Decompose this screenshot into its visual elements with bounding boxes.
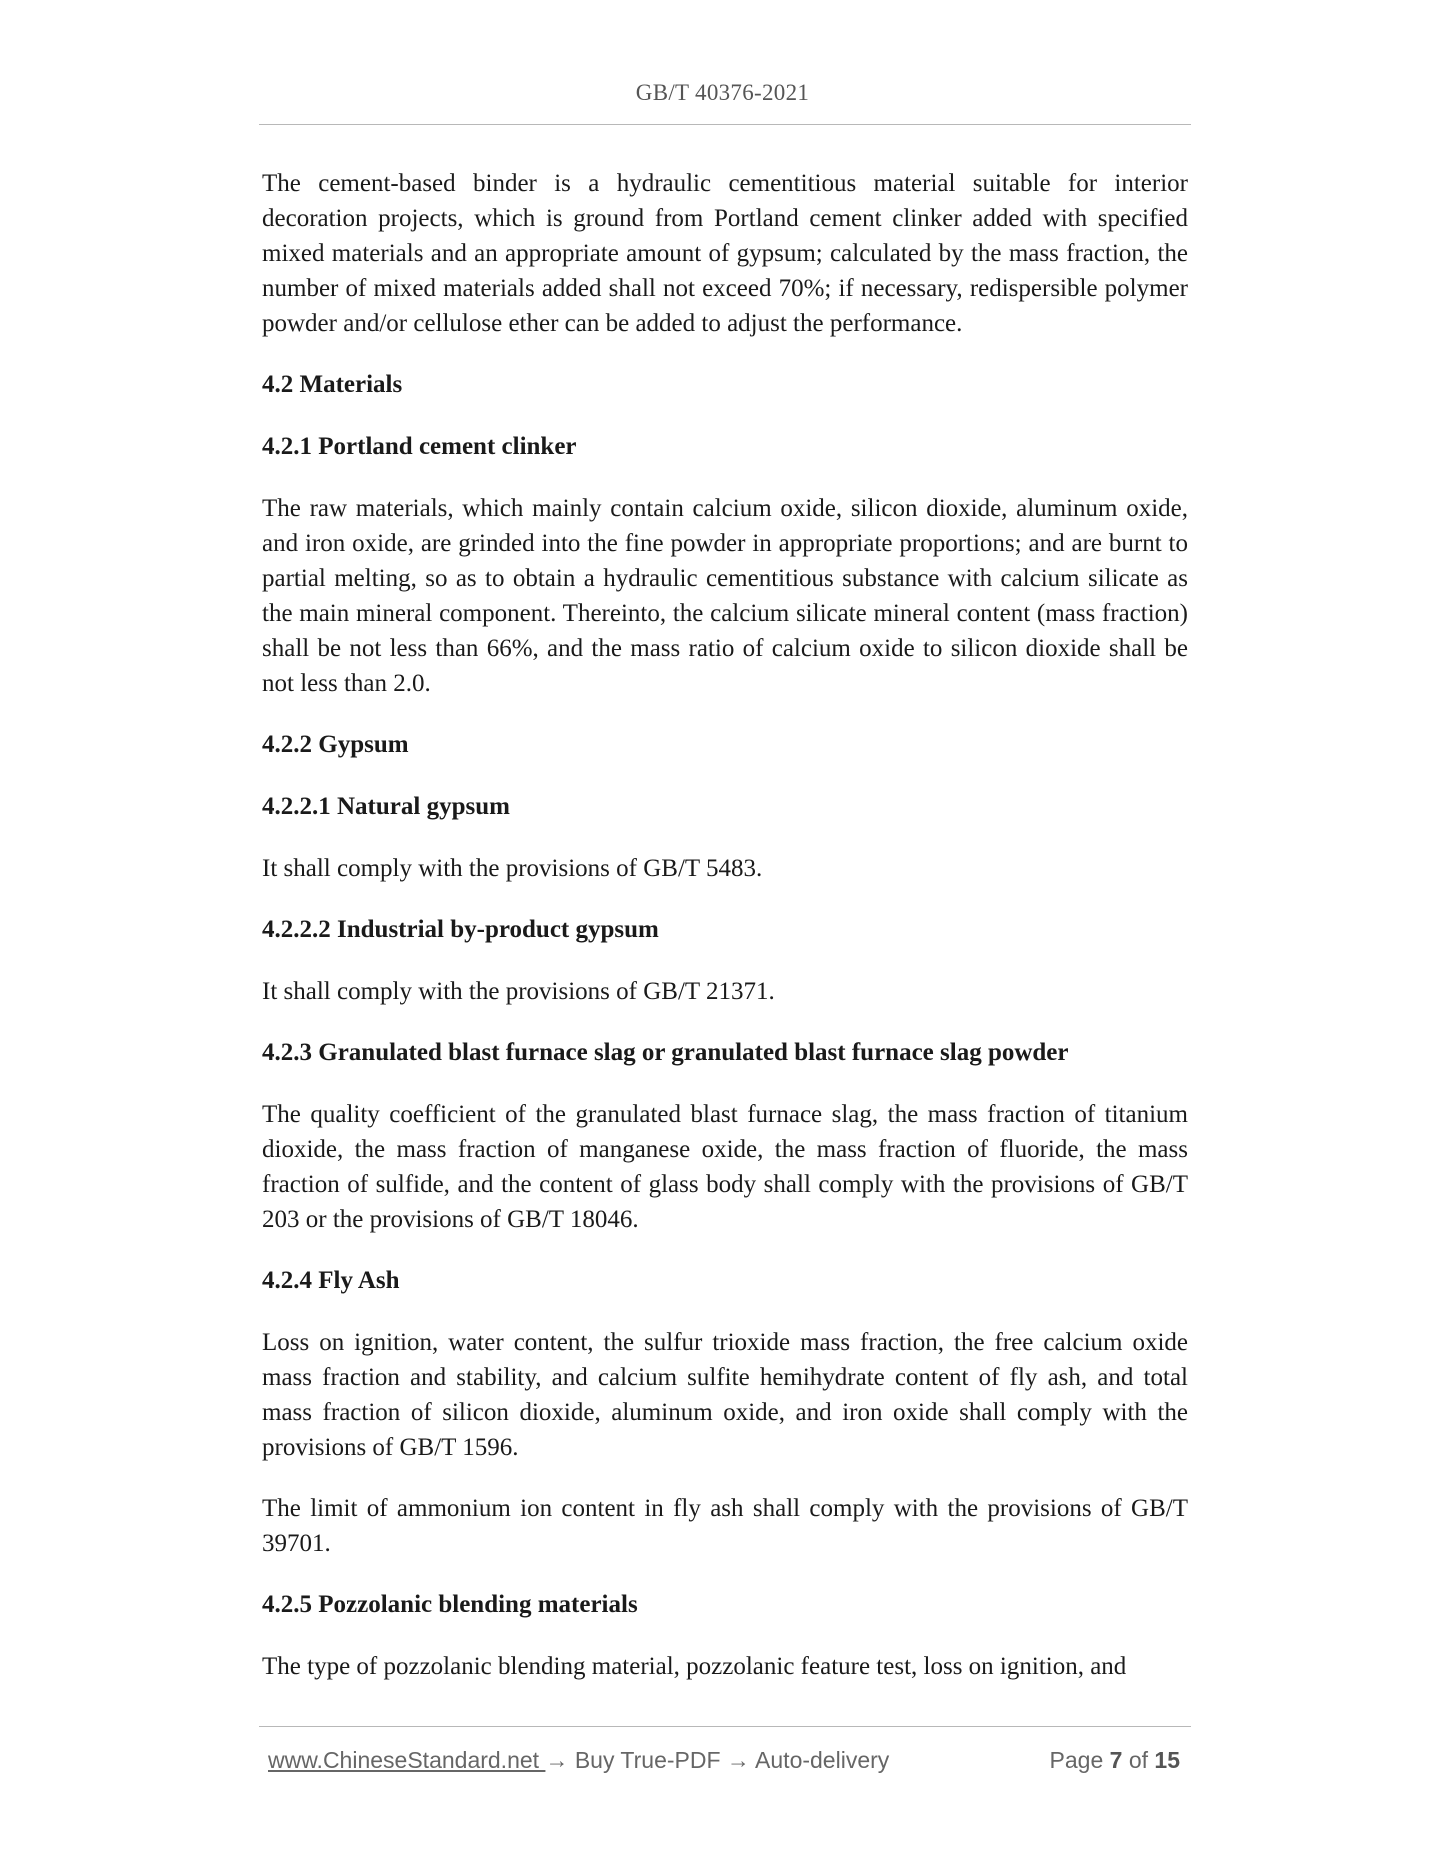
paragraph-4-2-3: The quality coefficient of the granulated blast furnace slag, the mass fraction of titanium dioxide, the mass fraction of manganese oxide, the mass fraction of fluoride, the mass fraction of sulfide, and the content of glass body shall comply with the provisions of GB/T 203 or the provisions of GB/T 18046.: [262, 1101, 1188, 1233]
heading-4-2-3: 4.2.3 Granulated blast furnace slag or granulated blast furnace slag powder: [262, 1039, 1069, 1066]
heading-4-2-2-2: 4.2.2.2 Industrial by-product gypsum: [262, 916, 659, 943]
paragraph-4-2-2-1: It shall comply with the provisions of GB/T 5483.: [262, 855, 763, 882]
intro-paragraph: The cement-based binder is a hydraulic cementitious material suitable for interior decoration projects, which is ground from Portland cement clinker added with specified mixed materials and an appropriate amount of gypsum; calculated by the mass fraction, the number of mixed materials added shall not exceed 70%; if necessary, redispersible polymer powder and/or cellulose ether can be added to adjust the performance.: [262, 170, 1188, 337]
page-total: 15: [1154, 1747, 1180, 1773]
of-label: of: [1128, 1747, 1149, 1773]
paragraph-4-2-4-b: The limit of ammonium ion content in fly ash shall comply with the provisions of GB/T 39701.: [262, 1495, 1188, 1557]
paragraph-4-2-2-2: It shall comply with the provisions of GB/T 21371.: [262, 978, 775, 1005]
heading-4-2: 4.2 Materials: [262, 371, 403, 398]
page-indicator: [1050, 1747, 1180, 1774]
header-rule: [259, 124, 1191, 125]
heading-4-2-4: 4.2.4 Fly Ash: [262, 1267, 400, 1294]
page-number: 7: [1109, 1747, 1123, 1773]
page-footer: [268, 1747, 1188, 1781]
paragraph-4-2-4-a: Loss on ignition, water content, the sulfur trioxide mass fraction, the free calcium oxide mass fraction and stability, and calcium sulfite hemihydrate content of fly ash, and total mass fraction of silicon dioxide, aluminum oxide, and iron oxide shall comply with the provisions of GB/T 1596.: [262, 1329, 1188, 1461]
footer-trail: → Buy True-PDF → Auto-delivery: [545, 1747, 890, 1773]
paragraph-4-2-1: The raw materials, which mainly contain calcium oxide, silicon dioxide, aluminum oxide, and iron oxide, are grinded into the fine powder in appropriate proportions; and are burnt to partial melting, so as to obtain a hydraulic cementitious substance with calcium silicate as the main mineral component. Thereinto, the calcium silicate mineral content (mass fraction) shall be not less than 66%, and the mass ratio of calcium oxide to silicon dioxide shall be not less than 2.0.: [262, 495, 1188, 697]
footer-rule: [259, 1726, 1191, 1727]
heading-4-2-5: 4.2.5 Pozzolanic blending materials: [262, 1591, 638, 1618]
page-label: Page: [1049, 1747, 1104, 1773]
document-body: [262, 166, 1188, 1710]
paragraph-4-2-5: The type of pozzolanic blending material, pozzolanic feature test, loss on ignition, and: [262, 1653, 1127, 1680]
website-link[interactable]: www.ChineseStandard.net: [268, 1747, 546, 1773]
heading-4-2-1: 4.2.1 Portland cement clinker: [262, 433, 577, 460]
heading-4-2-2-1: 4.2.2.1 Natural gypsum: [262, 793, 510, 820]
running-header: GB/T 40376-2021: [635, 80, 810, 105]
heading-4-2-2: 4.2.2 Gypsum: [262, 731, 409, 758]
